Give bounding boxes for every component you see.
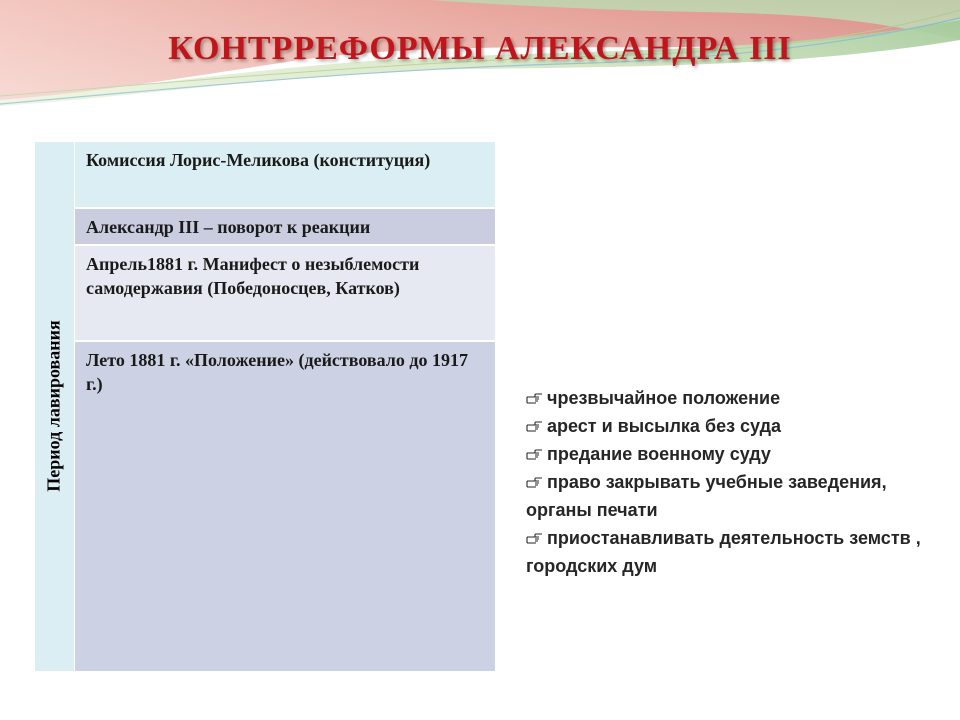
row-text: Лето 1881 г. «Положение» (действовало до 1917 г.) bbox=[86, 350, 468, 394]
timeline-row-reaction-turn bbox=[75, 209, 495, 244]
timeline-row-loris-melikov bbox=[75, 142, 495, 207]
list-item bbox=[526, 468, 926, 524]
pointing-hand-icon bbox=[526, 420, 544, 434]
measure-text: чрезвычайное положение bbox=[547, 388, 781, 408]
pointing-hand-icon bbox=[526, 392, 544, 406]
measure-text: арест и высылка без суда bbox=[547, 416, 782, 436]
period-cell bbox=[35, 142, 74, 671]
timeline-row-polozhenie bbox=[75, 342, 495, 671]
timeline-row-manifesto bbox=[75, 246, 495, 340]
list-item bbox=[526, 412, 926, 440]
measure-text: предание военному суду bbox=[547, 444, 771, 464]
list-item bbox=[526, 524, 926, 580]
list-item bbox=[526, 384, 926, 412]
period-label: Период лавирования bbox=[43, 320, 64, 492]
list-item bbox=[526, 440, 926, 468]
pointing-hand-icon bbox=[526, 476, 544, 490]
measure-text: право закрывать учебные заведения, органы печати bbox=[526, 472, 887, 520]
row-text: Апрель1881 г. Манифест о незыблемости самодержавия (Победоносцев, Катков) bbox=[86, 254, 420, 298]
row-text: Александр III – поворот к реакции bbox=[86, 217, 371, 237]
measure-text: приостанавливать деятельность земств , городских дум bbox=[526, 528, 921, 576]
measures-list bbox=[526, 384, 926, 580]
slide-title: КОНТРРЕФОРМЫ АЛЕКСАНДРА III bbox=[168, 30, 792, 67]
pointing-hand-icon bbox=[526, 532, 544, 546]
pointing-hand-icon bbox=[526, 448, 544, 462]
row-text: Комиссия Лорис-Меликова (конституция) bbox=[86, 150, 431, 170]
